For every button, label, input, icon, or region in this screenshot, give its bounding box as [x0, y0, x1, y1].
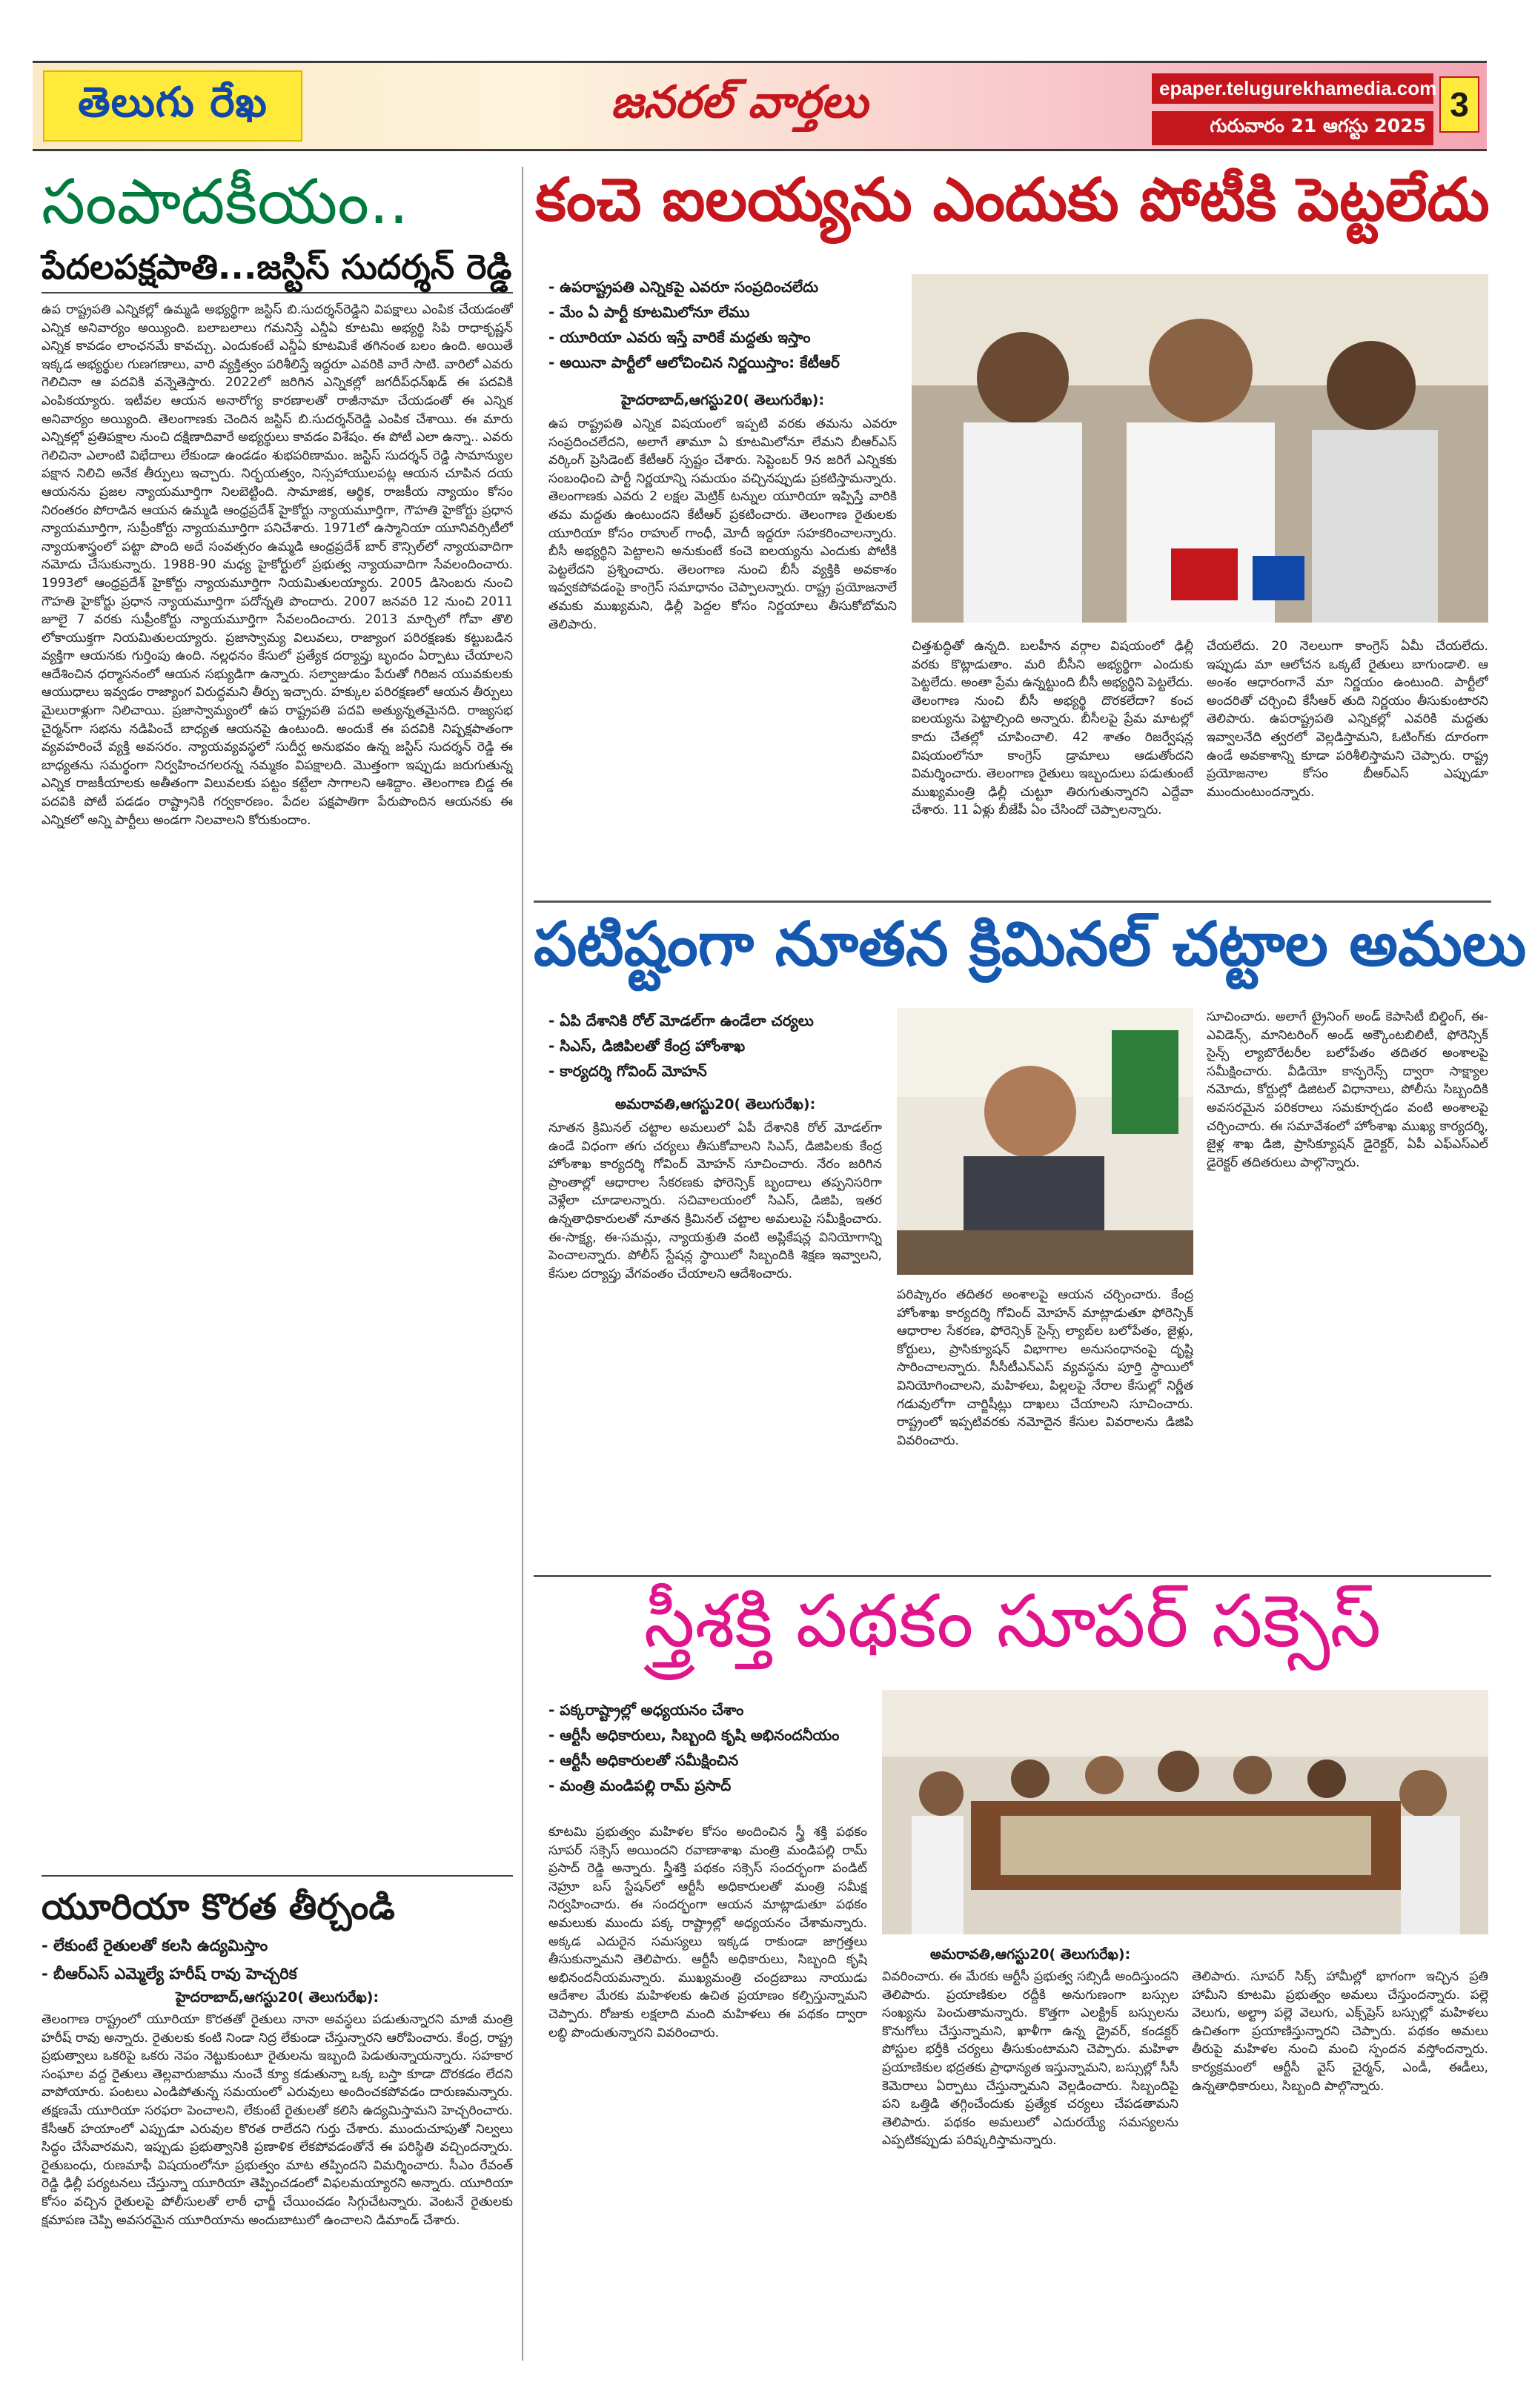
editorial-title: సంపాదకీయం..	[42, 165, 409, 238]
review-meeting-photo	[882, 1690, 1488, 1934]
news-column	[534, 163, 1527, 2357]
urea-dateline: హైదరాబాద్,ఆగస్టు20( తెలుగురేఖ):	[175, 1989, 379, 2006]
story1-photo	[912, 274, 1488, 623]
story1-headline: కంచె ఐలయ్యను ఎందుకు పోటీకి పెట్టలేదు	[535, 165, 1490, 234]
story1-kicker: - అయినా పార్టీలో ఆలోచించిన నిర్ణయిస్తాం: కేటీఆర్	[548, 350, 897, 375]
story1-col3: చేయలేదు. 20 నెలలుగా కాంగ్రెస్ ఏమీ చేయలేదు. ఇప్పుడు మా ఆలోచన ఒక్కటే రైతులు బాగుండాలి. ఆ అంశం ఆధారంగానే మా నిర్ణయం ఉంటుంది. పార్టీలో అందరితో చర్చించి కేసీఆర్ తుది నిర్ణయం తీసుకుంటారని తెలిపారు. ఉపరాష్ట్రపతి ఎన్నికల్లో ఎవరికి మద్దతు ఇవ్వాలనేది త్వరలో వెల్లడిస్తామని, ఓటింగ్‌కు దూరంగా ఉండే అవకాశాన్ని కూడా పరిశీలిస్తామని చెప్పారు. రాష్ట్ర ప్రయోజనాల కోసం బీఆర్ఎస్ ఎప్పుడూ ముందుంటుందన్నారు.	[1207, 639, 1488, 800]
story3-kicker: - ఆర్టీసీ అధికారులు, సిబ్బంది కృషి అభినందనీయం	[548, 1722, 882, 1748]
story-divider	[534, 900, 1491, 903]
story2-headline: పటిష్టంగా నూతన క్రిమినల్ చట్టాల అమలు	[534, 909, 1527, 980]
story3-headline: స్త్రీశక్తి పథకం సూపర్ సక్సెస్	[643, 1579, 1382, 1664]
press-meet-photo	[912, 274, 1488, 623]
story1-kickers	[548, 274, 897, 375]
story-stree-shakti	[534, 1579, 1491, 2357]
official-portrait-photo	[897, 1008, 1193, 1275]
story3-kicker: - మంత్రి మండిపల్లి రామ్ ప్రసాద్	[548, 1773, 882, 1798]
story2-kicker: - ఏపి దేశానికి రోల్ మోడల్‌గా ఉండేలా చర్యలు	[548, 1008, 882, 1033]
urea-bullet: - బీఆర్ఎస్ ఎమ్మెల్యే హరీష్ రావు హెచ్చరిక	[42, 1965, 297, 1983]
story-divider	[534, 1575, 1491, 1577]
section-title: జనరల్ వార్తలు	[611, 76, 868, 128]
story1-col2: చిత్తశుద్ధితో ఉన్నది. బలహీన వర్గాల విషయంలో ఢిల్లీ వరకు కొట్లాడుతాం. మరి బీసీని అభ్యర్థిగా ఎందుకు పెట్టలేదు. అంతా ప్రేమ ఉన్నట్టుంది బీసీ అభ్యర్థిని పెట్టలేదు. తెలంగాణ నుంచి బీసీ అభ్యర్థి దొరకలేదా? కంచ ఐలయ్యను పెట్టాల్సింది అన్నారు. బీసీలపై ప్రేమ మాటల్లో కాదు చేతల్లో చూపించాలి. 42 శాతం రిజర్వేషన్ల విషయంలోనూ కాంగ్రెస్ డ్రామాలు ఆడుతోందని విమర్శించారు. తెలంగాణ రైతులు ఇబ్బందులు పడుతుంటే ముఖ్యమంత్రి ఢిల్లీ చుట్టూ తిరుగుతున్నారని ఎద్దేవా చేశారు. 11 ఏళ్లు బీజేపీ ఏం చేసిందో చెప్పాలన్నారు.	[912, 639, 1193, 818]
story3-col2: వివరించారు. ఈ మేరకు ఆర్టీసీ ప్రభుత్వ సబ్సిడీ అందిస్తుందని తెలిపారు. ప్రయాణికుల రద్దీకి అనుగుణంగా బస్సుల సంఖ్యను పెంచుతామన్నారు. కొత్తగా ఎలక్ట్రిక్ బస్సులను కొనుగోలు చేస్తున్నామని, ఖాళీగా ఉన్న డ్రైవర్, కండక్టర్ పోస్టుల భర్తీకి చర్యలు తీసుకుంటామని చెప్పారు. మహిళా ప్రయాణికుల భద్రతకు ప్రాధాన్యత ఇస్తున్నామని, బస్సుల్లో సీసీ కెమెరాలు ఏర్పాటు చేస్తున్నామని వెల్లడించారు. సిబ్బందిపై పని ఒత్తిడి తగ్గించేందుకు ప్రత్యేక చర్యలు చేపడతామని తెలిపారు. పథకం అమలులో ఎదురయ్యే సమస్యలను ఎప్పటికప్పుడు పరిష్కరిస్తామన్నారు.	[882, 1969, 1178, 2149]
editorial-column	[42, 163, 513, 2357]
urea-headline: యూరియా కొరత తీర్చండి	[42, 1875, 513, 1930]
urea-body: తెలంగాణ రాష్ట్రంలో యూరియా కొరతతో రైతులు నానా అవస్థలు పడుతున్నారని మాజీ మంత్రి హరీష్ రావు అన్నారు. రైతులకు కంటి నిండా నిద్ర లేకుండా చేస్తున్నారని ఆరోపించారు. కేంద్ర, రాష్ట్ర ప్రభుత్వాలు ఒకరిపై ఒకరు నెపం నెట్టుకుంటూ రైతులను ఇబ్బంది పెడుతున్నాయన్నారు. సహకార సంఘాల వద్ద రైతులు తెల్లవారుజాము నుంచే క్యూ కడుతున్నా ఒక్క బస్తా కూడా దొరకడం లేదని వాపోయారు. పంటలు ఎండిపోతున్న సమయంలో ఎరువులు అందించకపోవడం దారుణమన్నారు. తక్షణమే యూరియా సరఫరా పెంచాలని, లేకుంటే రైతులతో కలిసి ఉద్యమిస్తామని హెచ్చరించారు. కేసీఆర్ హయాంలో ఎప్పుడూ ఎరువుల కొరత రాలేదని గుర్తు చేశారు. ముందుచూపుతో నిల్వలు సిద్ధం చేసేవారమని, ఇప్పుడు ప్రభుత్వానికి ప్రణాళిక లేకపోవడంతోనే ఈ పరిస్థితి వచ్చిందన్నారు. రైతుబంధు, రుణమాఫీ విషయంలోనూ ప్రభుత్వం మాట తప్పిందని విమర్శించారు. సీఎం రేవంత్ రెడ్డి ఢిల్లీ పర్యటనలు చేస్తున్నా యూరియా తెప్పించడంలో విఫలమయ్యారని అన్నారు. యూరియా కోసం వచ్చిన రైతులపై పోలీసులతో లాఠీ ఛార్జీ చేయించడం సిగ్గుచేటన్నారు. వెంటనే రైతులకు క్షమాపణ చెప్పి అవసరమైన యూరియాను అందుబాటులో ఉంచాలని డిమాండ్ చేశారు.	[42, 2012, 513, 2228]
story2-kicker: - కార్యదర్శి గోవింద్ మోహన్	[548, 1058, 882, 1084]
story1-kicker: - ఉపరాష్ట్రపతి ఎన్నికపై ఎవరూ సంప్రదించలేదు	[548, 274, 897, 299]
story1-col1: ఉప రాష్ట్రపతి ఎన్నిక విషయంలో ఇప్పటి వరకు తమను ఎవరూ సంప్రదించలేదని, అలాగే తామూ ఏ కూటమిలోనూ లేమని బీఆర్ఎస్ వర్కింగ్ ప్రెసిడెంట్ కేటీఆర్ స్పష్టం చేశారు. సెప్టెంబర్ 9న జరిగే ఎన్నికకు సంబంధించి పార్టీ నిర్ణయాన్ని సమయం వచ్చినప్పుడు ప్రకటిస్తామన్నారు. తెలంగాణకు ఎవరు 2 లక్షల మెట్రిక్ టన్నుల యూరియా ఇప్పిస్తే వారికి తమ మద్దతు ఉంటుందని కేటీఆర్ ప్రకటించారు. తెలంగాణ రైతులకు యూరియా కోసం రాహుల్ గాంధీ, మోదీ ఇద్దరూ సహకరించాలన్నారు. బీసీ అభ్యర్థిని పెట్టాలని అనుకుంటే కంచె ఐలయ్యను ఎందుకు పోటీకి పెట్టలేదని ప్రశ్నించారు. తెలంగాణ నుంచి బీసీ వ్యక్తికి అవకాశం ఇవ్వకపోవడంపై కాంగ్రెస్ సమాధానం చెప్పాలన్నారు. రాష్ట్ర ప్రయోజనాలే తమకు ముఖ్యమని, ఢిల్లీ పెద్దల కోసం నిర్ణయాలు తీసుకోబోమని తెలిపారు.	[548, 417, 897, 632]
story1-kicker: - మేం ఏ పార్టీ కూటమిలోనూ లేము	[548, 299, 897, 325]
story3-kicker: - పక్కరాష్ట్రాల్లో అధ్యయనం చేశాం	[548, 1697, 882, 1722]
story-criminal-laws	[534, 908, 1527, 1575]
story3-dateline: అమరావతి,ఆగస్టు20( తెలుగురేఖ):	[929, 1946, 1131, 1963]
story2-kicker: - సిఎస్, డిజిపిలతో కేంద్ర హోంశాఖ	[548, 1033, 882, 1058]
urea-bullet: - లేకుంటే రైతులతో కలసి ఉద్యమిస్తాం	[42, 1937, 268, 1954]
story-ktr	[534, 163, 1491, 897]
epaper-url: epaper.telugurekhamedia.com	[1152, 73, 1433, 104]
masthead-meta	[1152, 73, 1437, 145]
issue-date: గురువారం 21 ఆగస్టు 2025	[1152, 111, 1433, 145]
masthead	[33, 61, 1487, 151]
column-divider	[522, 167, 523, 2361]
story2-col2: పరిష్కారం తదితర అంశాలపై ఆయన చర్చించారు. కేంద్ర హోంశాఖ కార్యదర్శి గోవింద్ మోహన్ మాట్లాడుతూ ఫోరెన్సిక్ ఆధారాల సేకరణ, ఫోరెన్సిక్ సైన్స్ ల్యాబ్‌ల బలోపేతం, జైళ్లు, కోర్టులు, ప్రాసిక్యూషన్ విభాగాల అనుసంధానంపై దృష్టి సారించాలన్నారు. సీసీటీఎన్ఎస్ వ్యవస్థను పూర్తి స్థాయిలో వినియోగించాలని, మహిళలు, పిల్లలపై నేరాల కేసుల్లో నిర్ణీత గడువులోగా చార్జిషీట్లు దాఖలు చేయాలని సూచించారు. రాష్ట్రంలో ఇప్పటివరకు నమోదైన కేసుల వివరాలను డిజిపి వివరించారు.	[897, 1287, 1193, 1448]
story3-photo	[882, 1690, 1488, 1934]
story3-kicker: - ఆర్టీసీ అధికారులతో సమీక్షించిన	[548, 1748, 882, 1773]
story2-col1: నూతన క్రిమినల్ చట్టాల అమలులో ఏపీ దేశానికి రోల్ మోడల్‌గా ఉండే విధంగా తగు చర్యలు తీసుకోవాలని సిఎస్, డిజిపిలకు కేంద్ర హోంశాఖ కార్యదర్శి గోవింద్ మోహన్ సూచించారు. నేరం జరిగిన ప్రాంతాల్లో ఆధారాల సేకరణకు ఫోరెన్సిక్ బృందాలు తప్పనిసరిగా వెళ్లేలా చూడాలన్నారు. సచివాలయంలో సిఎస్, డిజిపి, ఇతర ఉన్నతాధికారులతో నూతన క్రిమినల్ చట్టాల అమలుపై సమీక్షించారు. ఈ-సాక్ష్య, ఈ-సమన్లు, న్యాయశ్రుతి వంటి అప్లికేషన్ల వినియోగాన్ని పెంచాలన్నారు. పోలీస్ స్టేషన్ల స్థాయిలో సిబ్బందికి శిక్షణ ఇవ్వాలని, కేసుల దర్యాప్తు వేగవంతం చేయాలని ఆదేశించారు.	[548, 1121, 882, 1281]
story2-col3: సూచించారు. అలాగే ట్రైనింగ్ అండ్ కెపాసిటీ బిల్డింగ్, ఈ-ఎవిడెన్స్, మానిటరింగ్ అండ్ అక్కౌంటబిలిటీ, ఫోరెన్సిక్ సైన్స్ ల్యాబొరేటరీల బలోపేతం తదితర అంశాలపై సమీక్షించారు. వీడియో కాన్ఫరెన్స్ ద్వారా సాక్ష్యాల నమోదు, కోర్టుల్లో డిజిటల్ విధానాలు, పోలీసు సిబ్బందికి అవసరమైన పరికరాలు సమకూర్చడం వంటి అంశాలపై చర్చించారు. ఈ సమావేశంలో హోంశాఖ ముఖ్య కార్యదర్శి, జైళ్ల శాఖ డిజి, ప్రాసిక్యూషన్ డైరెక్టర్, ఏపీ ఎఫ్ఎస్ఎల్ డైరెక్టర్ తదితరులు పాల్గొన్నారు.	[1207, 1009, 1488, 1170]
logo-text: తెలుగు రేఖ	[78, 78, 268, 127]
story3-kickers	[548, 1697, 882, 1798]
story3-col1: కూటమి ప్రభుత్వం మహిళల కోసం అందించిన స్త్రీ శక్తి పథకం సూపర్ సక్సెస్ అయిందని రవాణాశాఖ మంత్రి మండిపల్లి రామ్ ప్రసాద్ రెడ్డి అన్నారు. స్త్రీశక్తి పథకం సక్సెస్ సందర్భంగా పండిట్ నెహ్రూ బస్ స్టేషన్‌లో ఆర్టీసీ అధికారులతో మంత్రి సమీక్ష నిర్వహించారు. ఈ సందర్భంగా ఆయన మాట్లాడుతూ పథకం అమలుకు ముందు పక్క రాష్ట్రాల్లో అధ్యయనం చేశామన్నారు. అక్కడ ఎదురైన సమస్యలు ఇక్కడ రాకుండా జాగ్రత్తలు తీసుకున్నామని తెలిపారు. ఆర్టీసీ అధికారులు, సిబ్బంది కృషి అభినందనీయమన్నారు. ముఖ్యమంత్రి చంద్రబాబు నాయుడు ఆదేశాల మేరకు మహిళలకు ఉచిత ప్రయాణం కల్పిస్తున్నామని చెప్పారు. రోజుకు లక్షలాది మంది మహిళలు ఈ పథకం ద్వారా లబ్ధి పొందుతున్నారని వివరించారు.	[548, 1825, 867, 2040]
story1-dateline: హైదరాబాద్,ఆగస్టు20( తెలుగురేఖ):	[620, 392, 825, 408]
logo	[43, 70, 302, 142]
editorial-body: ఉప రాష్ట్రపతి ఎన్నికల్లో ఉమ్మడి అభ్యర్థిగా జస్టిస్ బి.సుదర్శన్‌రెడ్డిని విపక్షాలు ఎంపిక చేయడంతో ఎన్నిక అనివార్యం అయ్యింది. బలాబలాలు గమనిస్తే ఎన్డీఏ కూటమి అభ్యర్థి సిపి రాధాకృష్ణన్ ఎన్నిక కావడం లాంఛనమే కావచ్చు. ఎందుకంటే ఎన్డీఏ కూటమికే తగినంత బలం ఉంది. అయితే ఇక్కడ అభ్యర్థుల గుణగణాలు, వారి వ్యక్తిత్వం పరిశీలిస్తే ఇద్దరూ ఎవరికి వారే సాటి. వారిలో ఎవరు గెలిచినా ఆ పదవికి వన్నెతెస్తారు. 2022లో జరిగిన ఎన్నికల్లో జగదీప్‌ధన్‌ఖడ్ ఈ పదవికి ఎంపికయ్యారు. ఇటీవల ఆయన అనారోగ్య కారణాలతో రాజీనామా చేయడంతో ఈ ఎన్నిక అనివార్యం అయ్యింది. తెలంగాణకు చెందిన జస్టిస్ బి.సుదర్శన్‌రెడ్డి ఎంపిక చేశాయి. ఈ మారు ఎన్నికల్లో ప్రతిపక్షాల నుంచి దక్షిణాదివారే అభ్యర్థులు కావడం విశేషం. ఈ పోటీ ఎలా ఉన్నా.. ఎవరు గెలిచినా ఎలాంటి విభేదాలు లేకుండా ఉండడం శుభపరిణామం. జస్టిస్ సుదర్శన్ రెడ్డి సామాన్యుల పక్షాన నిలిచి అనేక తీర్పులు ఇచ్చారు. నిర్భయత్వం, నిస్సహాయులపట్ల ఆయన చూపిన దయ ఆయనను ప్రజల న్యాయమూర్తిగా నిలబెట్టింది. సామాజిక, ఆర్థిక, రాజకీయ న్యాయం కోసం నిరంతరం పోరాడిన ఆయన ఉమ్మడి ఆంధ్రప్రదేశ్ హైకోర్టు న్యాయమూర్తిగా, గౌహతి హైకోర్టు ప్రధాన న్యాయమూర్తిగా, సుప్రీంకోర్టు న్యాయమూర్తిగా పనిచేశారు. 1971లో ఉస్మానియా యూనివర్సిటీలో న్యాయశాస్త్రంలో పట్టా పొంది అదే సంవత్సరం ఉమ్మడి ఆంధ్రప్రదేశ్ బార్ కౌన్సిల్‌లో న్యాయవాదిగా నమోదు చేసుకున్నారు. 1988-90 మధ్య హైకోర్టులో ప్రభుత్వ న్యాయవాదిగా సేవలందించారు. 1993లో ఆంధ్రప్రదేశ్ హైకోర్టు న్యాయమూర్తిగా నియమితులయ్యారు. 2005 డిసెంబరు నుంచి గౌహతి హైకోర్టు ప్రధాన న్యాయమూర్తిగా పదోన్నతి పొందారు. 2007 జనవరి 12 నుంచి 2011 జూలై 7 వరకు సుప్రీంకోర్టు న్యాయమూర్తిగా సేవలందించారు. 2013 మార్చిలో గోవా తొలి లోకాయుక్తగా నియమితులయ్యారు. ప్రజాస్వామ్య విలువలు, రాజ్యాంగ పరిరక్షణకు కట్టుబడిన వ్యక్తిగా ఆయనకు గుర్తింపు ఉంది. నల్లధనం కేసులో ప్రత్యేక దర్యాప్తు బృందం ఏర్పాటు చేయాలని ఆదేశించిన ధర్మాసనంలో ఆయన సభ్యుడిగా ఉన్నారు. సల్వాజుడుం పేరుతో గిరిజన యువకులకు ఆయుధాలు ఇవ్వడం రాజ్యాంగ విరుద్ధమని తీర్పు ఇచ్చారు. హక్కుల పరిరక్షణలో ఆయన తీర్పులు మైలురాళ్లుగా నిలిచాయి. ప్రజాస్వామ్యంలో ఉప రాష్ట్రపతి పదవి అత్యున్నతమైనది. రాజ్యసభ చైర్మన్‌గా సభను నడిపించే బాధ్యత ఆయనపై ఉంటుంది. అందుకే ఈ పదవికి నిష్పక్షపాతంగా వ్యవహరించే వ్యక్తి అవసరం. న్యాయవ్యవస్థలో సుదీర్ఘ అనుభవం ఉన్న జస్టిస్ సుదర్శన్ రెడ్డి ఈ బాధ్యతను సమర్థంగా నిర్వహించగలరన్న నమ్మకం విపక్షాలది. మొత్తంగా ఇప్పుడు జరుగుతున్న ఎన్నిక రాజకీయాలకు అతీతంగా విలువలకు పట్టం కట్టేలా సాగాలని ఆశిద్దాం. తెలంగాణ బిడ్డ ఈ పదవికి పోటీ పడడం రాష్ట్రానికి గర్వకారణం. పేదల పక్షపాతిగా పేరుపొందిన ఆయనకు ఈ ఎన్నికలో అన్ని పార్టీలు అండగా నిలవాలని కోరుకుందాం.	[42, 302, 513, 828]
page-number: 3	[1439, 76, 1479, 133]
story1-kicker: - యూరియా ఎవరు ఇస్తే వారికే మద్దతు ఇస్తాం	[548, 325, 897, 350]
story2-dateline: అమరావతి,ఆగస్టు20( తెలుగురేఖ):	[614, 1096, 816, 1112]
editorial-subtitle: పేదలపక్షపాతి...జస్టిస్ సుదర్శన్ రెడ్డి	[42, 245, 513, 293]
story2-photo	[897, 1008, 1193, 1275]
story2-kickers	[548, 1008, 882, 1084]
story3-col3: తెలిపారు. సూపర్ సిక్స్ హామీల్లో భాగంగా ఇచ్చిన ప్రతి హామీని కూటమి ప్రభుత్వం అమలు చేస్తుందన్నారు. పల్లె వెలుగు, అల్ట్రా పల్లె వెలుగు, ఎక్స్‌ప్రెస్ బస్సుల్లో మహిళలు ఉచితంగా ప్రయాణిస్తున్నారని చెప్పారు. పథకం అమలు తీరుపై మహిళల నుంచి మంచి స్పందన వస్తోందన్నారు. కార్యక్రమంలో ఆర్టీసీ వైస్ చైర్మన్, ఎండీ, ఈడీలు, ఉన్నతాధికారులు, సిబ్బంది పాల్గొన్నారు.	[1192, 1969, 1488, 2094]
